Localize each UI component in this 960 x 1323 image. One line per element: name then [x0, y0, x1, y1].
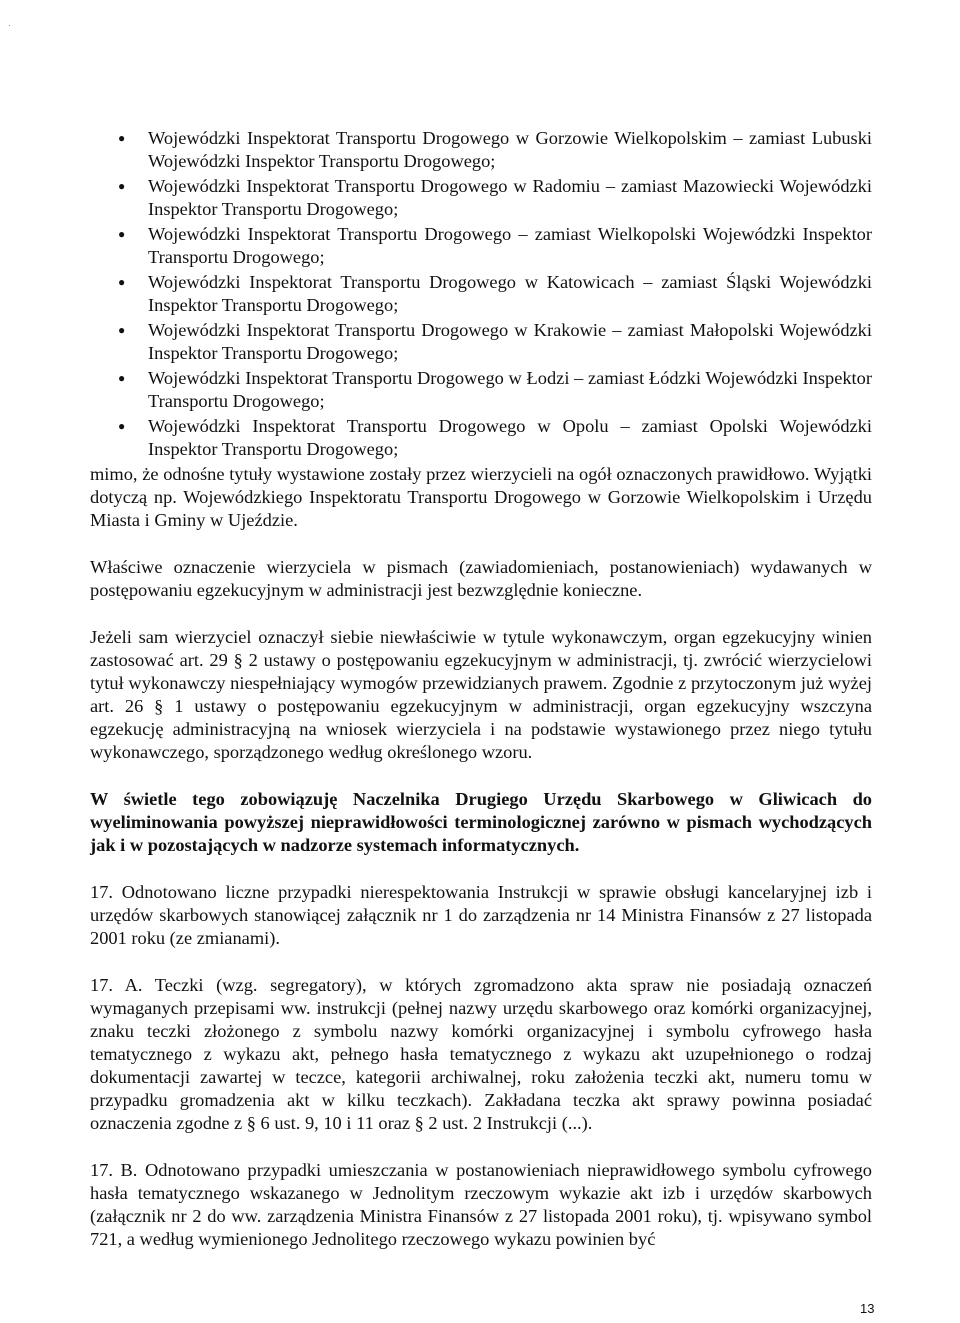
list-item: ● Wojewódzki Inspektorat Transportu Drogowego w Katowicach – zamiast Śląski Wojewódzki Inspektor Transportu Drogowego; [90, 271, 872, 317]
scan-artifact-mark: · [8, 20, 11, 30]
page-number: 13 [860, 1301, 875, 1316]
list-item: ● Wojewódzki Inspektorat Transportu Drogowego w Krakowie – zamiast Małopolski Wojewódzki Inspektor Transportu Drogowego; [90, 319, 872, 365]
inspectorate-list [90, 127, 872, 461]
page-content [90, 127, 872, 1251]
paragraph-bold-instruction: W świetle tego zobowiązuję Naczelnika Drugiego Urzędu Skarbowego w Gliwicach do wyeliminowania powyższej nieprawidłowości terminologicznej zarówno w pismach wychodzących jak i w pozostających w nadzorze systemach informatycznych. [90, 789, 872, 855]
paragraph-17: 17. Odnotowano liczne przypadki nierespektowania Instrukcji w sprawie obsługi kancelaryjnej izb i urzędów skarbowych stanowiącej załącznik nr 1 do zarządzenia nr 14 Ministra Finansów z 27 listopada 2001 roku (ze zmianami). [90, 882, 872, 948]
paragraph-mimo: mimo, że odnośne tytuły wystawione zostały przez wierzycieli na ogół oznaczonych prawidłowo. Wyjątki dotyczą np. Wojewódzkiego Inspektoratu Transportu Drogowego w Gorzowie Wielkopolskim i Urzędu Miasta i Gminy w Ujeździe. [90, 464, 872, 530]
list-item: ● Wojewódzki Inspektorat Transportu Drogowego w Radomiu – zamiast Mazowiecki Wojewódzki Inspektor Transportu Drogowego; [90, 175, 872, 221]
list-item: ● Wojewódzki Inspektorat Transportu Drogowego w Opolu – zamiast Opolski Wojewódzki Inspektor Transportu Drogowego; [90, 415, 872, 461]
list-item: ● Wojewódzki Inspektorat Transportu Drogowego – zamiast Wielkopolski Wojewódzki Inspektor Transportu Drogowego; [90, 223, 872, 269]
paragraph-jezeli: Jeżeli sam wierzyciel oznaczył siebie niewłaściwie w tytule wykonawczym, organ egzekucyjny winien zastosować art. 29 § 2 ustawy o postępowaniu egzekucyjnym w administracji, tj. zwrócić wierzycielowi tytuł wykonawczy niespełniający wymogów przewidzianych prawem. Zgodnie z przytoczonym już wyżej art. 26 § 1 ustawy o postępowaniu egzekucyjnym w administracji, organ egzekucyjny wszczyna egzekucję administracyjną na wniosek wierzyciela i na podstawie wystawionego przez niego tytułu wykonawczego, sporządzonego według określonego wzoru. [90, 627, 872, 762]
paragraph-wlasciwe: Właściwe oznaczenie wierzyciela w pismach (zawiadomieniach, postanowieniach) wydawanych w postępowaniu egzekucyjnym w administracji jest bezwzględnie konieczne. [90, 557, 872, 600]
paragraph-17a: 17. A. Teczki (wzg. segregatory), w których zgromadzono akta spraw nie posiadają oznaczeń wymaganych przepisami ww. instrukcji (pełnej nazwy urzędu skarbowego oraz komórki organizacyjnej, znaku teczki złożonego z symbolu nazwy komórki organizacyjnej i symbolu cyfrowego hasła tematycznego z wykazu akt, pełnego hasła tematycznego z wykazu akt uzupełnionego o rodzaj dokumentacji zawartej w teczce, kategorii archiwalnej, roku założenia teczki akt, numeru tomu w przypadku gromadzenia akt w kilku teczkach). Zakładana teczka akt sprawy powinna posiadać oznaczenia zgodne z § 6 ust. 9, 10 i 11 oraz § 2 ust. 2 Instrukcji (...). [90, 975, 872, 1133]
list-item: ● Wojewódzki Inspektorat Transportu Drogowego w Łodzi – zamiast Łódzki Wojewódzki Inspektor Transportu Drogowego; [90, 367, 872, 413]
paragraph-17b: 17. B. Odnotowano przypadki umieszczania w postanowieniach nieprawidłowego symbolu cyfrowego hasła tematycznego wskazanego w Jednolitym rzeczowym wykazie akt izb i urzędów skarbowych (załącznik nr 2 do ww. zarządzenia Ministra Finansów z 27 listopada 2001 roku), tj. wpisywano symbol 721, a według wymienionego Jednolitego rzeczowego wykazu powinien być [90, 1160, 872, 1249]
list-item: ● Wojewódzki Inspektorat Transportu Drogowego w Gorzowie Wielkopolskim – zamiast Lubuski Wojewódzki Inspektor Transportu Drogowego; [90, 127, 872, 173]
